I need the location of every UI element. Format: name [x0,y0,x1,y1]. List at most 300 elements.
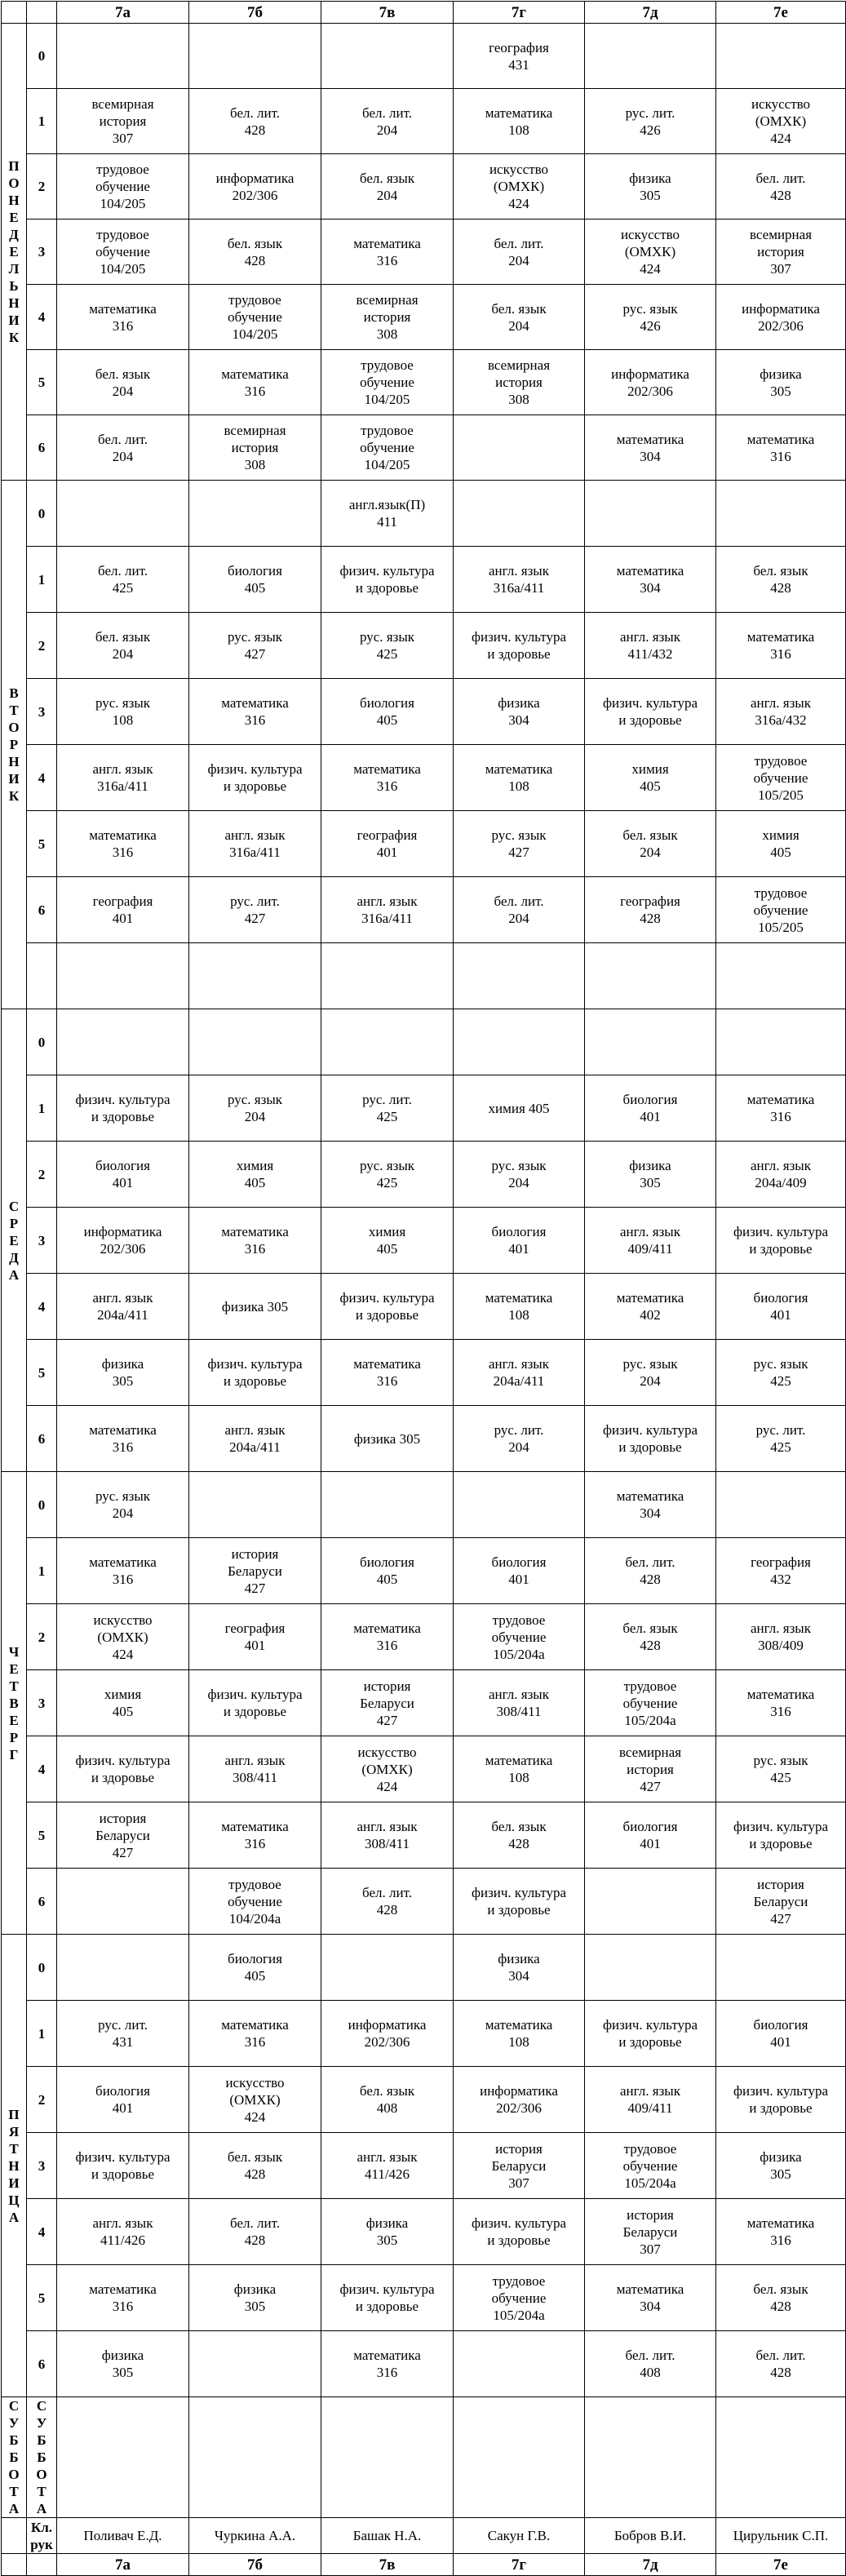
lesson-cell [57,24,189,89]
lesson-text: 204 [112,383,134,399]
lesson-text: 425 [376,646,398,662]
lesson-text: физич. культура [602,2017,698,2033]
day-letter: Н [8,193,20,208]
lesson-text: химия [236,1158,274,1173]
lesson-text: бел. язык [753,563,808,579]
lesson-text: рус. язык [622,1356,678,1372]
lesson-cell [716,2199,846,2265]
lesson-cell [454,1009,585,1075]
lesson-text: информатика [83,1224,162,1239]
lesson-text: 105/204а [624,1712,676,1728]
lesson-text: 305 [112,1373,134,1389]
day-letter: Л [8,261,20,277]
lesson-text: обучение [622,2157,678,2174]
lesson-number: 4 [27,2199,57,2265]
lesson-text: 431 [112,2034,134,2050]
lesson-text: математика [89,2281,157,2297]
lesson-row [2,1670,846,1736]
lesson-row [2,285,846,350]
lesson-text: 401 [112,1175,134,1190]
lesson-text: 202/306 [100,1241,146,1257]
lesson-text: математика [353,1356,421,1372]
lesson-cell [585,2331,716,2397]
lesson-text: информатика [611,366,689,382]
lesson-cell [189,2331,321,2397]
day-letter: Т [9,1678,19,1694]
lesson-row [2,350,846,415]
lesson-text: англ. язык [751,1621,811,1636]
lesson-text: 304 [640,448,661,464]
lesson-cell [585,943,716,1009]
lesson-text: 427 [508,845,529,860]
lesson-cell [57,2133,189,2199]
lesson-cell [57,1736,189,1802]
lesson-text: биология [360,695,414,711]
lesson-text: физич. культура [75,1092,171,1107]
lesson-cell [585,2397,716,2518]
lesson-row [2,2199,846,2265]
lesson-text: 104/205 [100,196,146,211]
day-letter: О [8,175,20,191]
class-header: 7е [716,2,846,24]
lesson-cell [454,679,585,745]
lesson-text: 108 [508,122,529,138]
lesson-text: бел. лит. [494,893,544,909]
lesson-text: 405 [244,1175,266,1190]
lesson-number: 0 [27,1009,57,1075]
lesson-text: всемирная [356,292,419,308]
lesson-text: химия [104,1687,142,1702]
lesson-cell [454,2001,585,2067]
saturday-letter: Т [37,2484,47,2499]
lesson-cell [321,1142,454,1208]
lesson-text: физика [760,2149,802,2165]
lesson-cell [716,1340,846,1406]
lesson-text: бел. лит. [98,563,148,579]
lesson-text: 108 [508,2034,529,2050]
day-letter: Р [9,1215,19,1231]
lesson-text: 424 [112,1646,134,1662]
lesson-cell [454,415,585,481]
lesson-text: 204 [508,1439,529,1455]
lesson-row [2,1406,846,1472]
lesson-row [2,2133,846,2199]
lesson-text: 408 [376,2100,398,2116]
lesson-cell [585,1009,716,1075]
lesson-text: 411 [377,514,397,530]
lesson-text: 316 [112,2299,134,2314]
lesson-cell [454,1935,585,2001]
lesson-text: история [231,1545,279,1562]
lesson-text: 428 [640,1572,661,1587]
lesson-row [2,2265,846,2331]
lesson-text: англ. язык [489,563,549,579]
lesson-text: 307 [770,261,791,277]
corner-cell [2,2,27,24]
lesson-number: 0 [27,24,57,89]
lesson-text: 425 [770,1373,791,1389]
day-letter: В [9,685,19,701]
lesson-text: 426 [640,317,661,334]
lesson-text: 104/204а [228,1910,281,1926]
lesson-cell [585,613,716,679]
saturday-letter: Б [9,2450,19,2465]
lesson-text: англ. язык [224,827,286,843]
lesson-cell [321,1406,454,1472]
lesson-text: 305 [770,383,791,399]
lesson-cell [716,745,846,811]
lesson-cell [189,877,321,943]
lesson-number: 6 [27,1406,57,1472]
class-footer: 7д [585,2554,716,2576]
lesson-text: математика [221,366,289,382]
day-letter: Е [9,1232,19,1248]
lesson-text: бел. язык [622,827,678,843]
lesson-cell [321,877,454,943]
lesson-cell [57,285,189,350]
lesson-text: физика [498,1951,540,1966]
lesson-text: математика [221,695,289,711]
lesson-cell [321,481,454,547]
lesson-cell [585,877,716,943]
lesson-text: 431 [508,56,529,73]
lesson-text: 424 [244,2108,266,2125]
lesson-cell [57,2001,189,2067]
day-label [2,1935,27,2397]
lesson-cell [716,2265,846,2331]
lesson-text: 104/205 [364,457,410,472]
lesson-cell [321,1736,454,1802]
lesson-cell [321,415,454,481]
lesson-text: и здоровье [487,1902,551,1918]
lesson-number: 2 [27,1142,57,1208]
lesson-cell [189,1009,321,1075]
lesson-text: история [363,309,411,325]
lesson-text: 428 [770,2365,791,2380]
lesson-cell [454,1142,585,1208]
lesson-cell [454,1274,585,1340]
saturday-letter: О [36,2467,47,2482]
lesson-text: Беларуси [753,1893,808,1909]
day-letter: А [8,2209,20,2225]
empty-cell [2,2518,27,2554]
lesson-text: 428 [508,1836,529,1851]
lesson-text: англ. язык [489,1687,549,1702]
lesson-text: 401 [770,1307,791,1323]
class-footer: 7б [189,2554,321,2576]
lesson-text: бел. лит. [755,170,806,186]
lesson-row [2,1075,846,1142]
lesson-text: 316 [244,712,266,728]
lesson-cell [585,811,716,877]
lesson-row [2,1009,846,1075]
lesson-text: 305 [376,2232,398,2248]
lesson-row [2,811,846,877]
lesson-cell [716,1406,846,1472]
lesson-cell [57,745,189,811]
lesson-text: биология [622,1092,678,1107]
lesson-cell [321,1274,454,1340]
lesson-text: математика [746,1687,815,1702]
class-header: 7д [585,2,716,24]
lesson-cell [57,219,189,285]
lesson-text: обучение [491,1629,547,1645]
lesson-cell [321,547,454,613]
lesson-cell [716,1142,846,1208]
lesson-text: физич. культура [471,1885,567,1900]
lesson-text: (ОМХК) [493,179,545,194]
lesson-text: англ. язык [92,1290,153,1306]
lesson-text: 432 [770,1572,791,1587]
lesson-text: физич. культура [733,2083,829,2099]
lesson-text: 428 [244,252,266,268]
saturday-letter: Б [9,2432,19,2448]
lesson-text: всемирная [224,423,286,438]
lesson-number: 2 [27,154,57,219]
lesson-cell [321,679,454,745]
lesson-text: 104/205 [232,326,278,342]
lesson-text: трудовое [96,227,149,242]
lesson-row [2,1142,846,1208]
lesson-text: 305 [112,2365,134,2380]
corner-cell [2,2554,27,2576]
lesson-text: 428 [640,911,661,926]
lesson-cell [716,679,846,745]
lesson-cell [454,2067,585,2133]
lesson-text: 405 [376,1241,398,1257]
lesson-cell [454,2265,585,2331]
lesson-number: 1 [27,1538,57,1604]
lesson-cell [716,415,846,481]
lesson-text: рус. лит. [98,2017,148,2033]
lesson-cell [454,2331,585,2397]
lesson-cell [57,1670,189,1736]
lesson-row [2,745,846,811]
lesson-text: бел. язык [491,300,547,317]
lesson-number: 5 [27,1802,57,1869]
lesson-cell [454,350,585,415]
lesson-cell [57,1406,189,1472]
lesson-number: 6 [27,415,57,481]
class-footer: 7г [454,2554,585,2576]
lesson-text: рус. лит. [230,893,280,909]
lesson-cell [189,679,321,745]
lesson-text: математика [89,827,157,843]
lesson-cell [585,1802,716,1869]
corner-cell [27,2554,57,2576]
lesson-cell [189,1869,321,1935]
lesson-text: география [224,1621,286,1636]
day-letter: О [8,720,20,735]
class-teacher-label [27,2518,57,2554]
lesson-cell [454,613,585,679]
lesson-cell [189,1472,321,1538]
lesson-cell [585,679,716,745]
lesson-text: трудовое [623,1678,677,1694]
lesson-text: 308 [244,457,266,472]
lesson-cell [321,745,454,811]
lesson-cell [189,2133,321,2199]
lesson-text: 305 [640,1175,661,1190]
lesson-number: 1 [27,1075,57,1142]
lesson-cell [189,350,321,415]
lesson-text: 316а/411 [493,580,545,596]
lesson-text: всемирная [91,96,154,112]
lesson-text: биология [753,1290,808,1306]
day-letter: Ь [9,278,19,294]
lesson-number: 3 [27,2133,57,2199]
lesson-text: 305 [640,187,661,203]
lesson-cell [189,2001,321,2067]
lesson-text: рус. язык [95,1488,151,1504]
lesson-text: Беларуси [360,1695,414,1711]
lesson-cell [454,877,585,943]
lesson-text: Беларуси [491,2157,547,2174]
lesson-text: бел. язык [227,2149,283,2165]
lesson-text: 308/409 [758,1638,804,1653]
lesson-number: 6 [27,2331,57,2397]
lesson-cell [189,1935,321,2001]
lesson-text: бел. язык [359,2083,415,2099]
lesson-cell [585,2067,716,2133]
lesson-text: 204 [508,317,529,334]
lesson-cell [585,1075,716,1142]
lesson-text: 316 [376,1373,398,1389]
lesson-cell [716,350,846,415]
lesson-cell [321,219,454,285]
lesson-text: история [363,1678,411,1694]
lesson-text: всемирная [618,1744,682,1760]
lesson-cell [454,1406,585,1472]
day-letter: Е [9,244,19,259]
day-letter: Е [9,1660,19,1677]
day-letter: Р [9,1729,19,1745]
lesson-text: англ. язык [620,1224,680,1239]
lesson-text: (ОМХК) [624,244,676,259]
lesson-text: рус. язык [359,1158,415,1173]
lesson-cell [585,154,716,219]
lesson-text: 305 [770,2166,791,2182]
lesson-number: 4 [27,1274,57,1340]
day-letter: Д [9,1249,19,1266]
lesson-text: и здоровье [618,1439,682,1455]
lesson-number: 2 [27,1604,57,1670]
lesson-text: бел. лит. [362,104,412,121]
lesson-cell [585,1472,716,1538]
lesson-row [2,1802,846,1869]
lesson-row [2,1935,846,2001]
lesson-cell [57,1538,189,1604]
day-letter: Т [9,2140,19,2157]
lesson-cell [454,1075,585,1142]
lesson-cell [454,2199,585,2265]
day-letter: Н [8,295,20,311]
lesson-number: 5 [27,1340,57,1406]
lesson-cell [57,1935,189,2001]
lesson-cell [57,1208,189,1274]
lesson-text: англ. язык [751,695,811,711]
lesson-cell [321,1075,454,1142]
lesson-text: 428 [770,580,791,596]
lesson-number: 0 [27,1472,57,1538]
day-letter: Е [9,210,19,225]
lesson-cell [189,1274,321,1340]
lesson-text: и здоровье [223,778,287,794]
lesson-text: физика [101,1356,144,1372]
lesson-text: (ОМХК) [361,1761,413,1777]
lesson-number: 5 [27,811,57,877]
class-header: 7г [454,2,585,24]
lesson-cell [585,1208,716,1274]
lesson-number: 4 [27,1736,57,1802]
lesson-cell [585,1538,716,1604]
lesson-text: 307 [508,2175,529,2191]
lesson-text: бел. язык [95,629,151,645]
lesson-cell [454,1208,585,1274]
lesson-cell [716,811,846,877]
lesson-cell [716,877,846,943]
lesson-text: 427 [770,1910,791,1926]
lesson-cell [454,547,585,613]
lesson-text: биология [228,563,282,579]
lesson-text: искусство [93,1612,153,1628]
lesson-text: 405 [770,845,791,860]
lesson-cell [57,1142,189,1208]
lesson-cell [585,350,716,415]
lesson-cell [57,1802,189,1869]
lesson-row [2,1538,846,1604]
lesson-text: 105/204а [493,2307,545,2323]
saturday-row [2,2397,846,2518]
lesson-row [2,1869,846,1935]
lesson-text: Беларуси [622,2224,678,2240]
lesson-text: обучение [491,2290,547,2306]
lesson-text: математика [353,761,421,777]
lesson-text: 316 [244,1836,266,1851]
lesson-number: 0 [27,481,57,547]
lesson-text: 108 [508,1307,529,1323]
lesson-text: биология [95,2083,150,2099]
lesson-cell [57,2397,189,2518]
lesson-cell [57,2067,189,2133]
lesson-text: математика [485,104,553,121]
lesson-text: 307 [640,2241,661,2257]
lesson-text: 428 [244,122,266,138]
lesson-text: и здоровье [223,1704,287,1719]
lesson-text: математика [616,431,684,447]
lesson-text: бел. лит. [755,2348,806,2363]
lesson-cell [321,1935,454,2001]
lesson-text: 316 [244,383,266,399]
lesson-text: математика [616,1290,684,1306]
lesson-number: 3 [27,1208,57,1274]
lesson-cell [454,1472,585,1538]
lesson-text: химия 405 [488,1100,550,1116]
lesson-row [2,24,846,89]
lesson-text: физич. культура [339,2281,435,2297]
lesson-text: и здоровье [91,2166,155,2182]
lesson-text: 425 [112,580,134,596]
lesson-cell [585,481,716,547]
lesson-text: 204а/411 [97,1307,148,1323]
lesson-text: 401 [112,911,134,926]
lesson-text: 425 [770,1770,791,1785]
lesson-text: история [495,375,543,390]
lesson-text: математика [746,1092,815,1107]
lesson-text: математика [89,1422,157,1438]
lesson-text: бел. язык [622,1621,678,1636]
lesson-row [2,219,846,285]
